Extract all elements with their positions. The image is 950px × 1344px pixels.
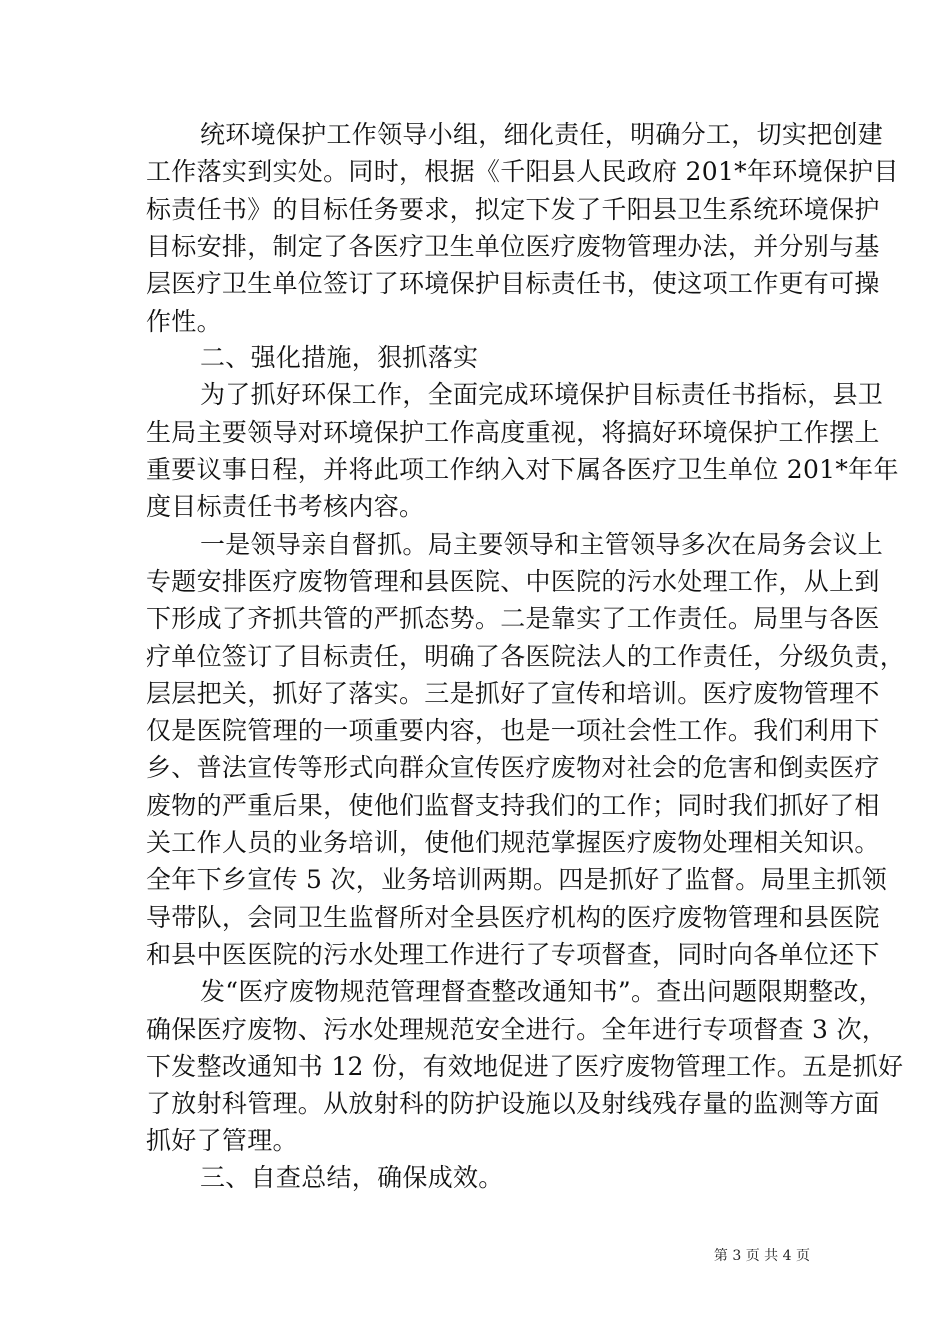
- body-text-line: 发“医疗废物规范管理督查整改通知书”。查出问题限期整改，: [200, 977, 884, 1006]
- body-text-line: 目标安排，制定了各医疗卫生单位医疗废物管理办法，并分别与基: [146, 232, 880, 261]
- body-text-line: 仅是医院管理的一项重要内容，也是一项社会性工作。我们利用下: [146, 716, 880, 745]
- body-text-line: 关工作人员的业务培训，使他们规范掌握医疗废物处理相关知识。: [146, 828, 880, 857]
- body-text-line: 度目标责任书考核内容。: [146, 492, 425, 521]
- body-text-line: 疗单位签订了目标责任，明确了各医院法人的工作责任，分级负责，: [146, 642, 906, 671]
- section-heading: 二、强化措施，狠抓落实: [200, 343, 479, 372]
- body-text-line: 层层把关，抓好了落实。三是抓好了宣传和培训。医疗废物管理不: [146, 679, 880, 708]
- body-text-line: 抓好了管理。: [146, 1126, 298, 1155]
- body-text-line: 确保医疗废物、污水处理规范安全进行。全年进行专项督查 3 次，: [146, 1015, 888, 1044]
- body-text-line: 生局主要领导对环境保护工作高度重视，将搞好环境保护工作摆上: [146, 418, 880, 447]
- body-text-line: 下形成了齐抓共管的严抓态势。二是靠实了工作责任。局里与各医: [146, 604, 880, 633]
- body-text-line: 重要议事日程，并将此项工作纳入对下属各医疗卫生单位 201*年年: [146, 455, 899, 484]
- body-text-line: 和县中医医院的污水处理工作进行了专项督查，同时向各单位还下: [146, 940, 880, 969]
- body-text-line: 层医疗卫生单位签订了环境保护目标责任书，使这项工作更有可操: [146, 269, 880, 298]
- section-heading: 三、自查总结，确保成效。: [200, 1163, 504, 1192]
- page-number: 第 3 页 共 4 页: [713, 1248, 810, 1264]
- body-text-line: 全年下乡宣传 5 次，业务培训两期。四是抓好了监督。局里主抓领: [146, 865, 888, 894]
- body-text-line: 了放射科管理。从放射科的防护设施以及射线残存量的监测等方面: [146, 1089, 880, 1118]
- body-text-line: 下发整改通知书 12 份，有效地促进了医疗废物管理工作。五是抓好: [146, 1052, 904, 1081]
- body-text-line: 工作落实到实处。同时，根据《千阳县人民政府 201*年环境保护目: [146, 157, 899, 186]
- body-text-line: 废物的严重后果，使他们监督支持我们的工作；同时我们抓好了相: [146, 791, 880, 820]
- body-text-line: 专题安排医疗废物管理和县医院、中医院的污水处理工作，从上到: [146, 567, 880, 596]
- body-text-line: 导带队，会同卫生监督所对全县医疗机构的医疗废物管理和县医院: [146, 903, 880, 932]
- body-text-line: 为了抓好环保工作，全面完成环境保护目标责任书指标，县卫: [200, 380, 884, 409]
- body-text-line: 统环境保护工作领导小组，细化责任，明确分工，切实把创建: [200, 120, 884, 149]
- body-text-line: 一是领导亲自督抓。局主要领导和主管领导多次在局务会议上: [200, 530, 884, 559]
- body-text-line: 乡、普法宣传等形式向群众宣传医疗废物对社会的危害和倒卖医疗: [146, 753, 880, 782]
- body-text-line: 作性。: [146, 307, 222, 336]
- body-text-line: 标责任书》的目标任务要求，拟定下发了千阳县卫生系统环境保护: [146, 195, 880, 224]
